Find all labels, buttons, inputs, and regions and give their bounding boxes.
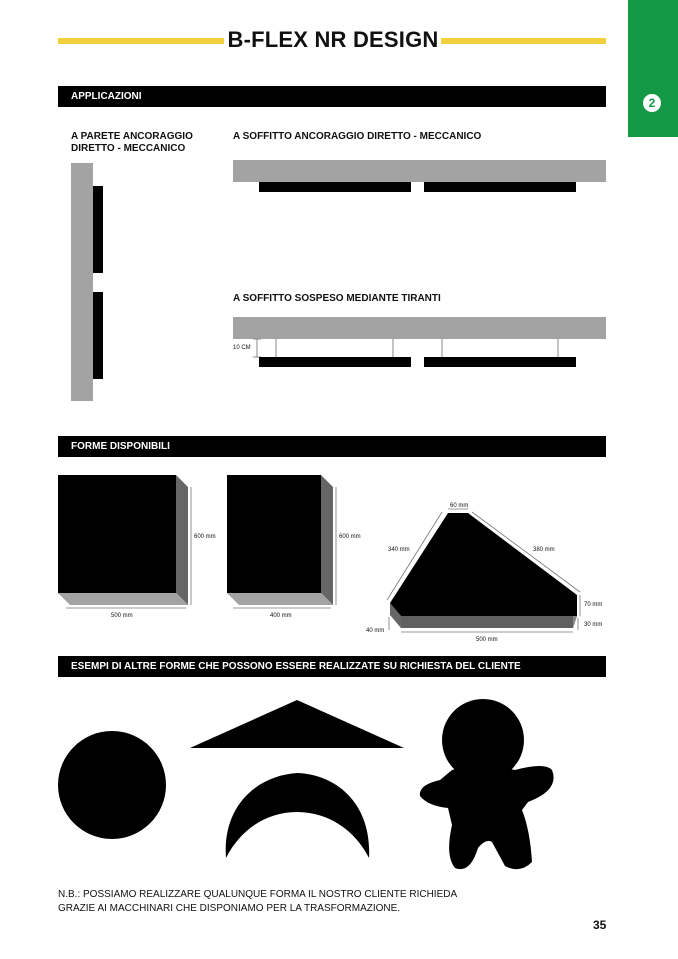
trapezoid-base-label: 500 mm [476, 637, 498, 643]
panel1-height-label: 600 mm [194, 534, 216, 540]
trapezoid-thickness-label: 30 mm [584, 622, 603, 628]
circle-shape [58, 731, 166, 839]
note-line-2: GRAZIE AI MACCHINARI CHE DISPONIAMO PER LA TRASFORMAZIONE. [58, 903, 401, 914]
trapezoid-top-label: 60 mm [450, 503, 469, 509]
trapezoid-right-side-label: 380 mm [533, 547, 555, 553]
triangle-shape [190, 700, 404, 748]
trapezoid-left-side-label: 340 mm [388, 547, 410, 553]
gap-label: 10 CM [233, 345, 251, 351]
chapter-number: 2 [643, 94, 661, 112]
figure-shape [420, 699, 554, 869]
page-title: B-FLEX NR DESIGN [227, 27, 439, 52]
panel2-width-label: 400 mm [270, 613, 292, 619]
section-forme-heading: FORME DISPONIBILI [58, 436, 606, 457]
trapezoid-right-height-label: 70 mm [584, 602, 603, 608]
section-esempi-heading: ESEMPI DI ALTRE FORME CHE POSSONO ESSERE REALIZZATE SU RICHIESTA DEL CLIENTE [58, 656, 606, 677]
note-text [58, 888, 457, 916]
page-number: 35 [593, 918, 607, 932]
ceiling-suspended-label: A SOFFITTO SOSPESO MEDIANTE TIRANTI [233, 293, 441, 304]
arc-shape [226, 773, 369, 858]
trapezoid-left-height-label: 40 mm [366, 628, 385, 634]
panel1-width-label: 500 mm [111, 613, 133, 619]
wall-anchoring-label: A PARETE ANCORAGGIO DIRETTO - MECCANICO [71, 131, 193, 154]
note-line-1: N.B.: POSSIAMO REALIZZARE QUALUNQUE FORMA IL NOSTRO CLIENTE RICHIEDA [58, 889, 458, 900]
panel2-height-label: 600 mm [339, 534, 361, 540]
section-applicazioni-heading: APPLICAZIONI [58, 86, 606, 107]
ceiling-direct-label: A SOFFITTO ANCORAGGIO DIRETTO - MECCANICO [233, 131, 482, 142]
